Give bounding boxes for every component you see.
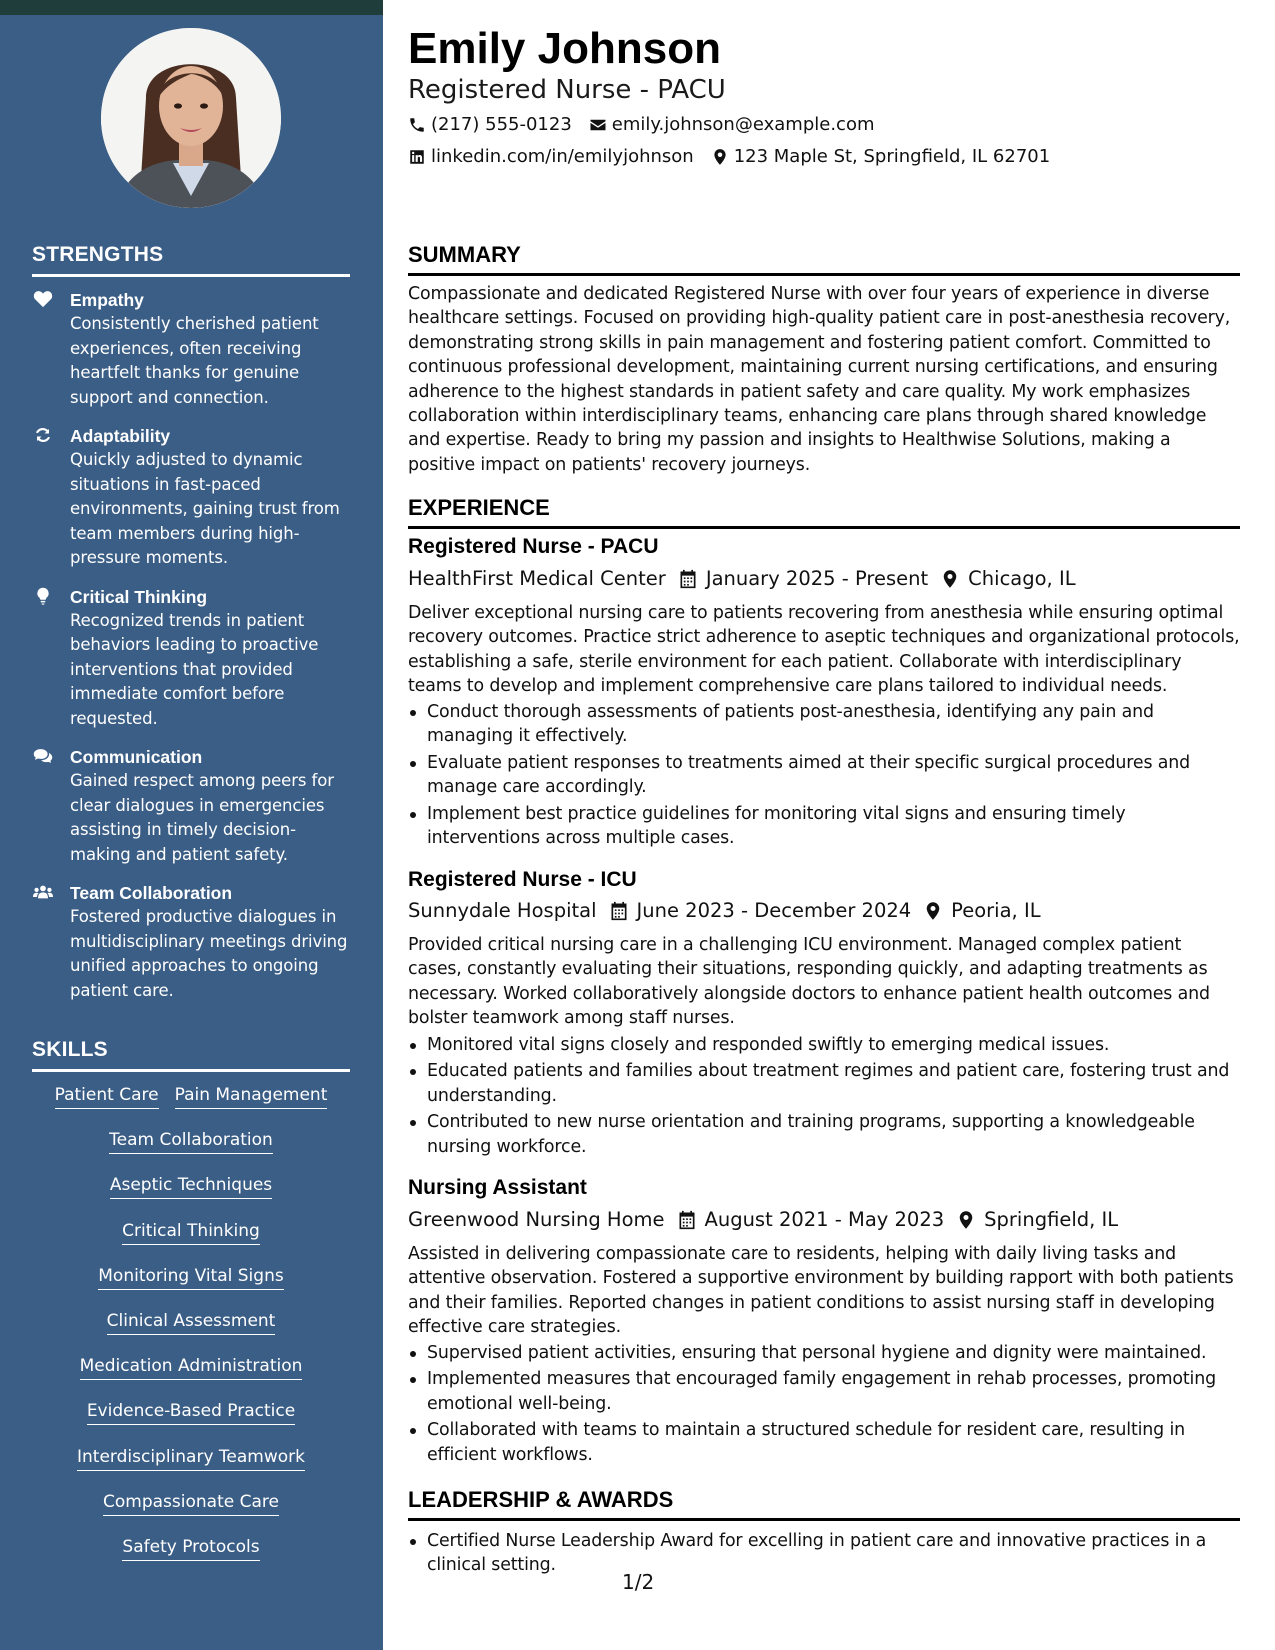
refresh-icon <box>33 426 55 446</box>
job-location-text: Chicago, IL <box>968 567 1076 590</box>
calendar-icon <box>677 1210 697 1230</box>
skill-tag: Monitoring Vital Signs <box>98 1264 283 1290</box>
list-item: Implemented measures that encouraged family engagement in rehab processes, promoting emotional well-being. <box>408 1367 1240 1416</box>
candidate-name: Emily Johnson <box>408 24 721 73</box>
skill-tag: Pain Management <box>175 1083 328 1109</box>
skill-tag: Medication Administration <box>80 1354 303 1380</box>
strength-title: Communication <box>70 747 203 767</box>
job-location <box>940 565 1075 593</box>
strength-item <box>32 745 350 867</box>
job-title: Registered Nurse - ICU <box>408 868 637 891</box>
skill-tag: Clinical Assessment <box>107 1309 276 1335</box>
list-item: Collaborated with teams to maintain a structured schedule for resident care, resulting in efficient workflows. <box>408 1418 1240 1467</box>
job-bullets <box>408 1341 1240 1469</box>
skill-tag: Interdisciplinary Teamwork <box>77 1445 305 1471</box>
summary-heading: SUMMARY <box>408 241 1240 276</box>
skill-tag: Critical Thinking <box>122 1219 260 1245</box>
contact-row <box>408 113 891 137</box>
strength-title: Team Collaboration <box>70 883 233 903</box>
job-location-text: Peoria, IL <box>951 899 1041 922</box>
map-pin-icon <box>940 569 960 589</box>
strength-description: Recognized trends in patient behaviors leading to proactive interventions that provided immediate comfort before requested. <box>70 610 319 728</box>
strength-title: Critical Thinking <box>70 586 208 607</box>
list-item: Certified Nurse Leadership Award for excelling in patient care and innovative practices in a clinical setting. <box>408 1529 1240 1578</box>
page-number: 1/2 <box>622 1570 655 1594</box>
job-title: Registered Nurse - PACU <box>408 535 659 558</box>
strengths-list <box>32 288 350 1017</box>
strength-item <box>32 585 350 732</box>
strengths-heading: STRENGTHS <box>32 243 350 277</box>
job-dates-text: August 2021 - May 2023 <box>704 1208 945 1231</box>
envelope-icon <box>589 116 609 134</box>
skill-tag: Evidence-Based Practice <box>87 1399 295 1425</box>
skills-list <box>32 1083 350 1580</box>
job-dates-text: January 2025 - Present <box>705 567 929 590</box>
phone-contact <box>408 113 572 137</box>
job-company: Sunnydale Hospital <box>408 899 597 922</box>
job-meta <box>408 565 1088 593</box>
experience-heading: EXPERIENCE <box>408 494 1240 529</box>
strength-item <box>32 881 350 1003</box>
job-location <box>956 1206 1118 1234</box>
list-item: Monitored vital signs closely and responded swiftly to emerging medical issues. <box>408 1033 1240 1057</box>
job-description: Provided critical nursing care in a challenging ICU environment. Managed complex patient cases, constantly evaluating their situations, responding quickly, and adapting treatments as necessary. Worked collaboratively alongside doctors to enhance patient health outcomes and bolster teamwork among staff nurses. <box>408 935 1210 1029</box>
awards-list <box>408 1529 1240 1580</box>
skill-tag: Compassionate Care <box>103 1490 279 1516</box>
strength-title: Empathy <box>70 290 144 310</box>
address-text: 123 Maple St, Springfield, IL 62701 <box>733 146 1051 167</box>
map-pin-icon <box>923 901 943 921</box>
job-dates-text: June 2023 - December 2024 <box>636 899 912 922</box>
list-item: Implement best practice guidelines for monitoring vital signs and ensuring timely interventions across multiple cases. <box>408 802 1240 851</box>
avatar <box>101 28 281 208</box>
strength-item <box>32 288 350 410</box>
address-contact <box>711 145 1050 169</box>
awards-heading: LEADERSHIP & AWARDS <box>408 1486 1240 1521</box>
job-meta <box>408 897 1053 925</box>
skills-heading: SKILLS <box>32 1038 350 1072</box>
phone-icon <box>408 116 428 134</box>
email-text[interactable]: emily.johnson@example.com <box>611 114 875 135</box>
list-item: Educated patients and families about treatment regimes and patient care, fostering trust and understanding. <box>408 1059 1240 1108</box>
job-meta <box>408 1206 1130 1234</box>
job-bullets <box>408 700 1240 852</box>
job-location <box>923 897 1040 925</box>
job-location-text: Springfield, IL <box>984 1208 1119 1231</box>
job-title: Nursing Assistant <box>408 1176 587 1199</box>
strength-description: Quickly adjusted to dynamic situations in fast-paced environments, gaining trust from team members during high-pressure moments. <box>70 450 340 567</box>
strength-title: Adaptability <box>70 426 171 446</box>
list-item: Conduct thorough assessments of patients post-anesthesia, identifying any pain and managing it effectively. <box>408 700 1240 749</box>
users-icon <box>33 883 55 903</box>
contact-row <box>408 145 1067 169</box>
strength-description: Gained respect among peers for clear dialogues in emergencies assisting in timely decision-making and patient safety. <box>70 771 334 864</box>
email-contact[interactable] <box>589 113 875 137</box>
strength-item <box>32 424 350 571</box>
job-dates <box>677 1206 945 1234</box>
calendar-icon <box>609 901 629 921</box>
sidebar <box>0 0 383 1650</box>
skill-tag: Aseptic Techniques <box>110 1173 272 1199</box>
linkedin-text[interactable]: linkedin.com/in/emilyjohnson <box>431 146 694 167</box>
map-pin-icon <box>956 1210 976 1230</box>
candidate-role: Registered Nurse - PACU <box>408 75 726 105</box>
strength-description: Consistently cherished patient experiences, often receiving heartfelt thanks for genuine support and connection. <box>70 314 319 407</box>
list-item: Contributed to new nurse orientation and training programs, supporting a knowledgeable nursing workforce. <box>408 1110 1240 1159</box>
heart-icon <box>33 290 55 310</box>
calendar-icon <box>678 569 698 589</box>
job-company: Greenwood Nursing Home <box>408 1208 665 1231</box>
sidebar-top-bar <box>0 0 383 15</box>
list-item: Evaluate patient responses to treatments aimed at their specific surgical procedures and manage care accordingly. <box>408 751 1240 800</box>
chat-icon <box>33 747 55 767</box>
map-pin-icon <box>711 148 731 166</box>
skill-tag: Team Collaboration <box>109 1128 273 1154</box>
job-company: HealthFirst Medical Center <box>408 567 666 590</box>
strength-description: Fostered productive dialogues in multidisciplinary meetings driving unified approaches to ongoing patient care. <box>70 907 348 1000</box>
linkedin-contact[interactable] <box>408 145 694 169</box>
job-bullets <box>408 1033 1240 1161</box>
summary-text: Compassionate and dedicated Registered Nurse with over four years of experience in diverse healthcare settings. Focused on providing high-quality patient care in post-anesthesia recovery, demonstrating strong skills in pain management and fostering patient comfort. Committed to continuous professional development, maintaining current nursing certifications, and ensuring adherence to the highest standards in patient safety and care quality. My work emphasizes collaboration within interdisciplinary teams, enhancing care plans through shared knowledge and expertise. Ready to bring my passion and insights to Healthwise Solutions, making a positive impact on patients' recovery journeys. <box>408 284 1231 475</box>
linkedin-icon <box>408 148 428 166</box>
job-dates <box>678 565 928 593</box>
job-dates <box>609 897 912 925</box>
job-description: Deliver exceptional nursing care to patients recovering from anesthesia while ensuring optimal recovery outcomes. Practice strict adherence to aseptic techniques and organizational protocols, establishing a safe, sterile environment for each patient. Collaborate with interdisciplinary teams to develop and implement comprehensive care plans tailored to individual needs. <box>408 603 1240 697</box>
list-item: Supervised patient activities, ensuring that personal hygiene and dignity were maintained. <box>408 1341 1240 1365</box>
job-description: Assisted in delivering compassionate care to residents, helping with daily living tasks and attentive observation. Fostered a supportive environment by building rapport with both patients and their families. Reported changes in patient conditions to assist nursing staff in developing effective care strategies. <box>408 1244 1234 1338</box>
skill-tag: Safety Protocols <box>122 1535 259 1561</box>
skill-tag: Patient Care <box>55 1083 159 1109</box>
phone-text: (217) 555-0123 <box>431 114 572 135</box>
lightbulb-icon <box>33 587 55 607</box>
